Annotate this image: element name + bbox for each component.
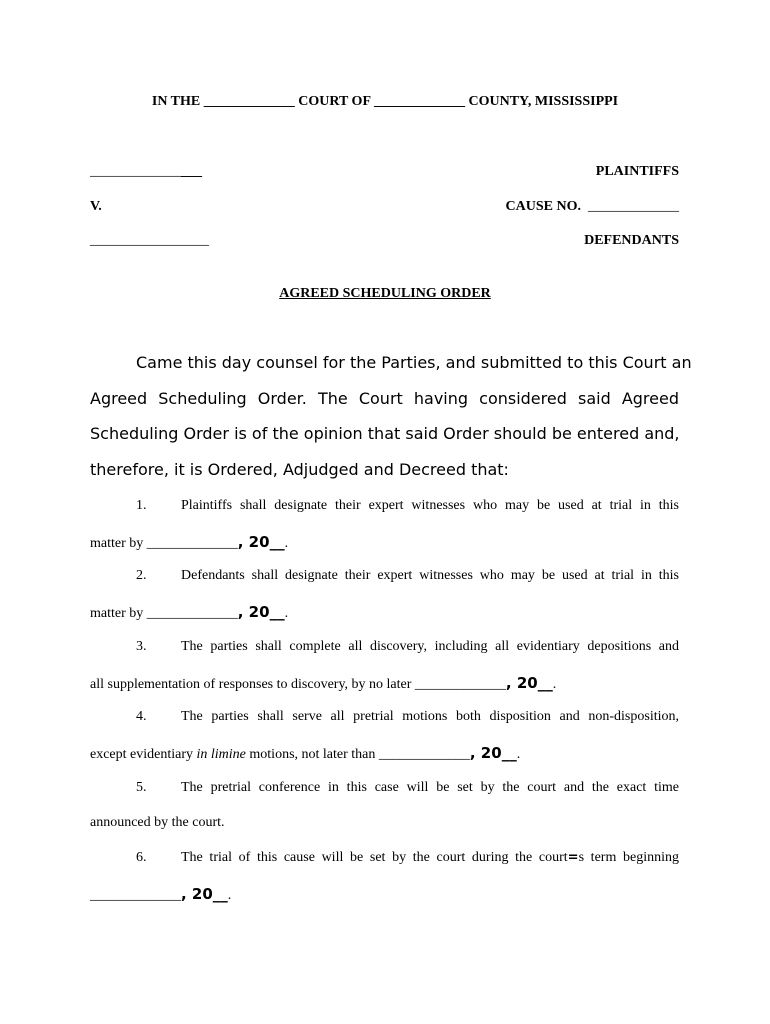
year-blank: __: [537, 674, 553, 692]
year-label: , 20: [181, 885, 213, 903]
intro-line: Agreed Scheduling Order. The Court having considered said Agreed: [90, 388, 679, 408]
plaintiff-name-blank: [90, 164, 202, 180]
deadline-blank: motions, not later than _____________: [245, 747, 470, 762]
item-number: 2.: [136, 568, 147, 583]
item-line: The parties shall complete all discovery, including all evidentiary depositions and: [181, 639, 679, 654]
cause-number: [506, 199, 679, 215]
deadline-blank: matter by _____________: [90, 606, 238, 621]
period: .: [284, 536, 289, 551]
year-blank: __: [501, 744, 517, 762]
year-label: , 20: [469, 744, 502, 762]
item-line: [90, 885, 231, 904]
year-blank: __: [212, 885, 228, 903]
court-heading: IN THE _____________ COURT OF _____________ COUNTY, MISSISSIPPI: [151, 94, 619, 109]
item-number: 1.: [136, 498, 147, 513]
plaintiffs-label: PLAINTIFFS: [595, 164, 679, 179]
cause-no-label: CAUSE NO.: [505, 199, 581, 214]
item-line: [90, 744, 520, 763]
item-text-segment: s term beginning: [578, 850, 679, 865]
apostrophe-glyph: =: [567, 850, 579, 865]
item-number: 6.: [136, 850, 147, 865]
period: .: [552, 677, 557, 692]
item-line: [181, 850, 679, 866]
item-line: announced by the court.: [90, 815, 225, 830]
cause-no-blank: _____________: [588, 199, 679, 214]
period: .: [227, 888, 232, 903]
document-title: AGREED SCHEDULING ORDER: [279, 286, 491, 301]
intro-line: therefore, it is Ordered, Adjudged and Decreed that:: [90, 459, 509, 479]
plaintiff-blank-bold: ___: [181, 164, 202, 179]
item-line: [90, 674, 556, 693]
item-text-segment: The trial of this cause will be set by the court during the court: [181, 850, 568, 865]
plaintiff-blank-text: _____________: [90, 164, 181, 179]
year-label: , 20: [237, 603, 270, 621]
item-line: [90, 603, 288, 622]
period: .: [516, 747, 521, 762]
year-label: , 20: [505, 674, 538, 692]
year-blank: __: [269, 533, 285, 551]
item-number: 3.: [136, 639, 147, 654]
intro-line: Scheduling Order is of the opinion that said Order should be entered and,: [90, 424, 680, 443]
item-line: The pretrial conference in this case will be set by the court and the exact time: [181, 780, 679, 795]
year-label: , 20: [237, 533, 270, 551]
deadline-blank: all supplementation of responses to discovery, by no later _____________: [90, 677, 506, 692]
versus-label: V.: [90, 199, 102, 214]
defendants-label: DEFENDANTS: [584, 233, 679, 248]
item-number: 5.: [136, 780, 147, 795]
intro-paragraph: [90, 345, 692, 487]
intro-line: Came this day counsel for the Parties, and submitted to this Court an: [136, 353, 692, 372]
defendant-name-blank: _________________: [90, 233, 209, 248]
deadline-blank: matter by _____________: [90, 536, 238, 551]
item-line: Defendants shall designate their expert witnesses who may be used at trial in this: [181, 568, 679, 583]
year-blank: __: [269, 603, 285, 621]
italic-term: in limine: [196, 747, 246, 762]
deadline-blank: _____________: [90, 888, 181, 903]
period: .: [284, 606, 289, 621]
item-line: [90, 533, 288, 552]
item-line: Plaintiffs shall designate their expert witnesses who may be used at trial in this: [181, 498, 679, 513]
item-line: The parties shall serve all pretrial motions both disposition and non-disposition,: [181, 709, 679, 724]
item-text-segment: except evidentiary: [90, 747, 197, 762]
item-number: 4.: [136, 709, 147, 724]
